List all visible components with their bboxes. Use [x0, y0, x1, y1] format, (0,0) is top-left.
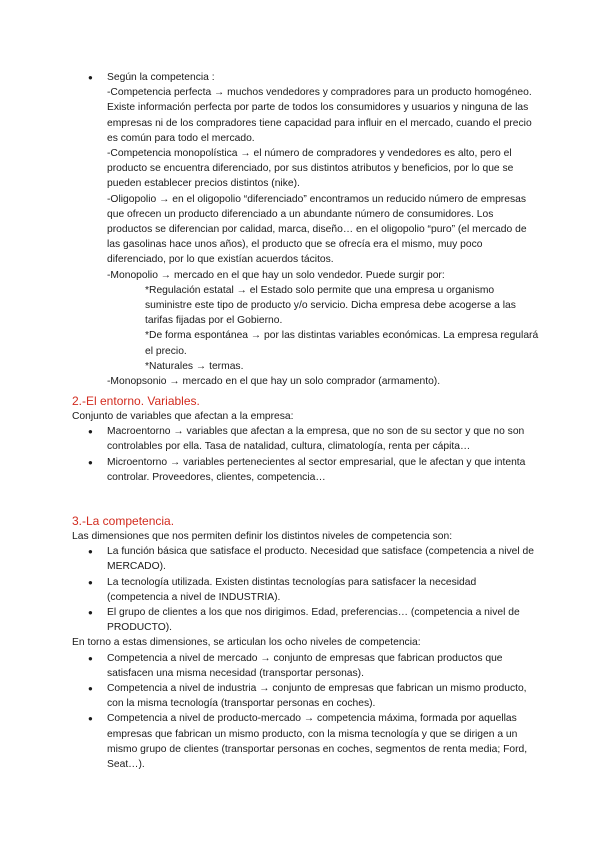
monopolistic-competition-text: -Competencia monopolística → el número de compradores y vendedores es alto, pero el producto se encuentra diferenciado, por sus distintos atributos y beneficios, por lo que se pueden establecer precios distintos (nike).: [107, 148, 514, 190]
monopsony-text: -Monopsonio → mercado en el que hay un solo comprador (armamento).: [107, 376, 441, 388]
perfect-competition-text: -Competencia perfecta → muchos vendedores y compradores para un producto homogéneo. Existe información perfecta por parte de todos los consumidores y usuarios y ninguna de las empresas ni de los compradores tiene capacidad para influir en el mercado, cuando el precio es común para todo el mercado.: [107, 87, 532, 144]
section-2-intro: Conjunto de variables que afectan a la empresa:: [72, 411, 294, 422]
section-3-intro-levels: En torno a estas dimensiones, se articulan los ocho niveles de competencia:: [72, 637, 421, 649]
dimension-item: ● La función básica que satisface el producto. Necesidad que satisface (competencia a nivel de MERCADO).: [0, 544, 600, 574]
level-item: ● Competencia a nivel de producto-mercado → competencia máxima, formada por aquellas empresas que fabrican un mismo producto, con la misma tecnología y que se dirigen a un mismo grupo de clientes (transportar personas en coches, segmentos de renta media; Ford, Seat…).: [0, 711, 600, 772]
dimension-item: ● La tecnología utilizada. Existen distintas tecnologías para satisfacer la necesidad (competencia a nivel de INDUSTRIA).: [0, 575, 600, 605]
microenvironment-item: ● Microentorno → variables pertenecientes al sector empresarial, que le afectan y que intenta controlar. Proveedores, clientes, competencia…: [0, 455, 600, 485]
environment-section: [0, 393, 600, 485]
competition-types-section: [0, 70, 600, 389]
monopoly-text: -Monopolio → mercado en el que hay un solo vendedor. Puede surgir por:: [107, 269, 445, 281]
level-item: ● Competencia a nivel de industria → conjunto de empresas que fabrican un mismo producto, con la misma tecnología (transportar personas en coches).: [0, 681, 600, 711]
spontaneous-text: *De forma espontánea → por las distintas variables económicas. La empresa regulará el precio.: [145, 330, 539, 357]
state-regulation-text: *Regulación estatal → el Estado solo permite que una empresa u organismo suministre este tipo de producto y/o servicio. Dicha empresa debe acogerse a las tarifas fijadas por el Gobierno.: [145, 284, 516, 327]
competition-section: [0, 513, 600, 772]
dimension-item: ● El grupo de clientes a los que nos dirigimos. Edad, preferencias… (competencia a nivel de PRODUCTO).: [0, 605, 600, 635]
section-3-intro: Las dimensiones que nos permiten definir los distintos niveles de competencia son:: [72, 531, 453, 542]
bullet-segun-competencia: ● Según la competencia :: [0, 70, 600, 85]
section-3-heading: 3.-La competencia.: [72, 514, 175, 528]
oligopoly-text: -Oligopolio → en el oligopolio “diferenciado” encontramos un reducido número de empresas que ofrecen un producto diferenciado a un abundante número de consumidores. Los productos se diferencian por calidad, marca, diseño… en el oligopolio “puro” (el mercado de las gasolinas hace unos años), el producto que se ofrecía era el mismo, muy poco diferenciado, por lo que existían acuerdos tácitos.: [107, 193, 527, 266]
section-2-heading: 2.-El entorno. Variables.: [72, 394, 200, 408]
natural-text: *Naturales → termas.: [145, 360, 244, 372]
level-item: ● Competencia a nivel de mercado → conjunto de empresas que fabrican productos que satisfacen una misma necesidad (transportar personas).: [0, 651, 600, 681]
macroenvironment-item: ● Macroentorno → variables que afectan a la empresa, que no son de su sector y que no son controlables por ella. Tasa de natalidad, cultura, climatología, renta per cápita…: [0, 424, 600, 454]
